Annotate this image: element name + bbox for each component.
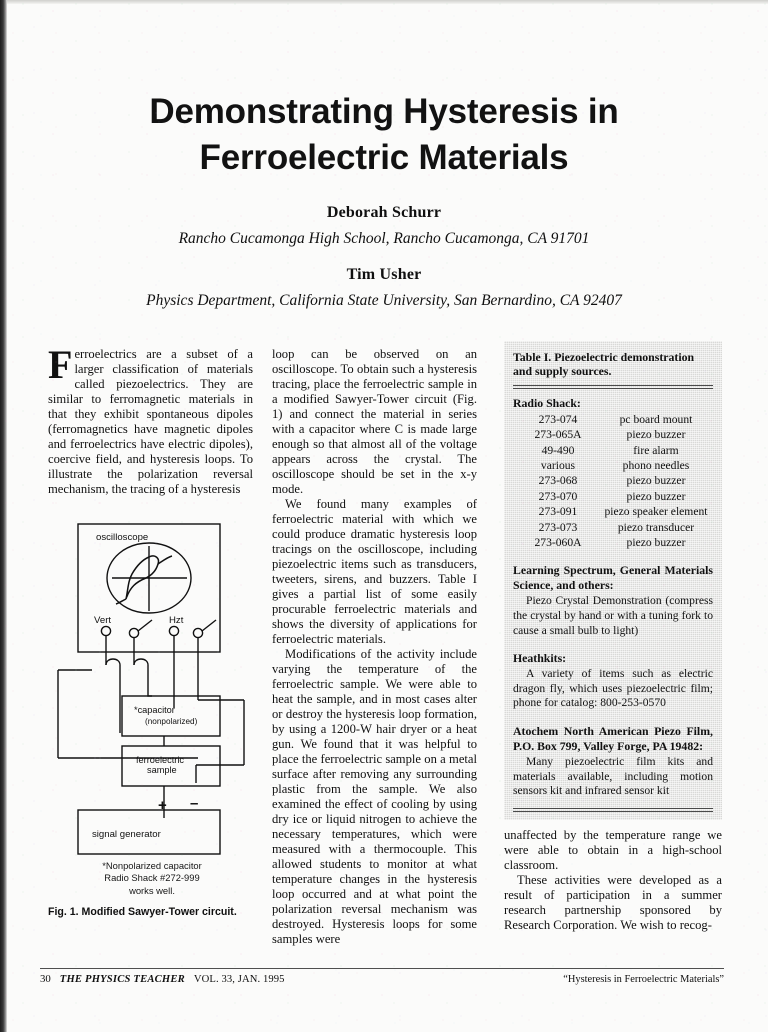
label-hzt: Hzt xyxy=(169,615,184,626)
footer-volume: VOL. 33, JAN. 1995 xyxy=(193,974,285,985)
table-group-body: Many piezoelectric film kits and materials available, including motion sensors kit and infrared sensor kit xyxy=(513,755,713,798)
table-cell-part: 273-070 xyxy=(538,489,578,503)
scan-edge-top xyxy=(0,0,768,4)
table-cell-item: fire alarm xyxy=(633,443,679,457)
author-block-2 xyxy=(64,265,704,312)
footer-divider xyxy=(40,968,724,969)
table-cell-part: 273-091 xyxy=(538,505,578,519)
paragraph: We found many examples of ferroelectric material with which we could produce dramatic hysteresis loop tracings on the oscilloscope, including piezoelectric items such as transducers, tweeters, sirens, and buzzers. Table I gives a partial list of some easily procurable ferroelectric materials and shows the diversity of applications for ferroelectric materials. xyxy=(272,497,477,646)
paragraph: loop can be observed on an oscilloscope. To obtain such a hysteresis tracing, place the ferroelectric sample in a modified Sawyer-Tower circuit (Fig. 1) and connect the material in series with a capacitor where C is made large enough so that almost all of the voltage appears across the crystal. The oscilloscope should be set in the x-y mode. xyxy=(272,347,477,496)
figure-footnote-line: *Nonpolarized capacitor xyxy=(102,860,202,871)
body-column-3 xyxy=(504,828,722,933)
table-cell-part: 273-068 xyxy=(538,474,578,488)
label-sample-1: ferroelectric xyxy=(136,755,184,765)
author-affiliation: Physics Department, California State University, San Bernardino, CA 92407 xyxy=(146,292,622,309)
table-group-heading: Learning Spectrum, General Materials Science, and others: xyxy=(513,563,713,593)
paragraph: Ferroelectrics are a subset of a larger classification of materials called piezoelectrics. They are similar to ferromagnetic materials in that they exhibit spontaneous dipoles (ferromagnetics have magnetic dipoles and ferroelectrics have electric dipoles), coercive field, and hysteresis loops. To illustrate the polarization reversal mechanism, the tracing of a hysteresis xyxy=(48,342,253,496)
table-row xyxy=(513,427,713,442)
footer-left xyxy=(40,973,285,985)
label-sample-2: sample xyxy=(147,765,177,775)
table-cell-part: 273-060A xyxy=(534,536,582,550)
table-group-heading: Radio Shack: xyxy=(513,395,581,410)
author-name: Deborah Schurr xyxy=(326,204,442,221)
table-rows xyxy=(513,412,713,551)
scan-edge-left xyxy=(0,0,7,1032)
table-group-body: A variety of items such as electric dragon fly, which uses piezoelectric film; phone for catalog: 800-253-0570 xyxy=(513,667,713,710)
footer-page-number: 30 xyxy=(40,973,51,985)
table-cell-part: 273-065A xyxy=(534,428,582,442)
table-row xyxy=(513,443,713,458)
table-group-heading: Heathkits: xyxy=(513,651,567,666)
table-title: Table I. Piezoelectric demonstration and supply sources. xyxy=(513,350,695,379)
table-row xyxy=(513,473,713,488)
author-name: Tim Usher xyxy=(346,266,422,283)
page-title: Demonstrating Hysteresis in Ferroelectric Materials xyxy=(149,92,619,178)
label-signal-generator: signal generator xyxy=(92,829,161,840)
figure-footnote-line: works well. xyxy=(129,884,175,896)
author-affiliation: Rancho Cucamonga High School, Rancho Cucamonga, CA 91701 xyxy=(178,230,590,247)
paragraph: These activities were developed as a result of participation in a summer research partnership sponsored by Research Corporation. We wish to recog- xyxy=(504,873,722,932)
footer-running-title: “Hysteresis in Ferroelectric Materials” xyxy=(563,974,724,985)
table-cell-part: 49-490 xyxy=(541,443,575,457)
table-cell-item: phono needles xyxy=(622,459,690,473)
table-cell-item: piezo buzzer xyxy=(626,489,686,503)
body-column-1 xyxy=(48,342,253,497)
table-row xyxy=(513,458,713,473)
table-cell-part: 273-073 xyxy=(538,520,578,534)
table-cell-item: piezo transducer xyxy=(617,520,695,534)
author-block-1 xyxy=(64,203,704,250)
table-cell-item: piezo speaker element xyxy=(604,505,708,519)
table-row xyxy=(513,489,713,504)
body-column-2 xyxy=(272,347,477,947)
table-row xyxy=(513,520,713,535)
table-row xyxy=(513,412,713,427)
table-group-body: Piezo Crystal Demonstration (compress the crystal by hand or with a tuning fork to cause a small bulb to light) xyxy=(513,594,713,637)
table-group-heading: Atochem North American Piezo Film, P.O. Box 799, Valley Forge, PA 19482: xyxy=(513,724,713,754)
label-capacitor-1: *capacitor xyxy=(134,705,175,715)
page-footer xyxy=(40,973,724,985)
figure-footnote xyxy=(48,860,256,897)
figure-1 xyxy=(48,518,256,919)
table-cell-part: 273-074 xyxy=(538,412,578,426)
table-cell-item: pc board mount xyxy=(619,412,693,426)
table-rule-top xyxy=(513,385,713,389)
paragraph: Modifications of the activity include varying the temperature of the ferroelectric sample. We were able to heat the sample, and in most cases alter or destroy the hysteresis loop formation, by using a 1200-W hair dryer or a heat gun. We found that it was helpful to place the ferroelectric sample on a metal surface after removing any surrounding plastic from the sample. We also examined the effect of cooling by using dry ice or liquid nitrogen to achieve the necessary temperatures, which were measured with a thermocouple. This allowed students to monitor at what temperature changes in the hysteresis loop occurred and at what point the polarization reversal mechanism was destroyed. Hysteresis loops for some samples were xyxy=(272,647,477,946)
paragraph: unaffected by the temperature range we were able to obtain in a high-school classroom. xyxy=(504,828,722,872)
table-1 xyxy=(504,341,722,820)
footer-journal-title: THE PHYSICS TEACHER xyxy=(59,974,185,985)
table-cell-part: various xyxy=(540,459,576,473)
label-plus: + xyxy=(158,797,167,814)
figure-caption: Fig. 1. Modified Sawyer-Tower circuit. xyxy=(48,906,237,919)
sawyer-tower-circuit-diagram xyxy=(48,518,256,858)
label-capacitor-2: (nonpolarized) xyxy=(145,717,198,726)
label-vert: Vert xyxy=(94,615,112,626)
table-row xyxy=(513,504,713,519)
figure-footnote-line: Radio Shack #272-999 xyxy=(104,872,200,884)
table-rule-bottom xyxy=(513,808,713,812)
table-cell-item: piezo buzzer xyxy=(626,428,686,442)
table-row xyxy=(513,535,713,550)
table-cell-item: piezo buzzer xyxy=(626,536,686,550)
label-oscilloscope: oscilloscope xyxy=(96,532,149,543)
label-minus: – xyxy=(190,795,199,812)
table-cell-item: piezo buzzer xyxy=(626,474,686,488)
